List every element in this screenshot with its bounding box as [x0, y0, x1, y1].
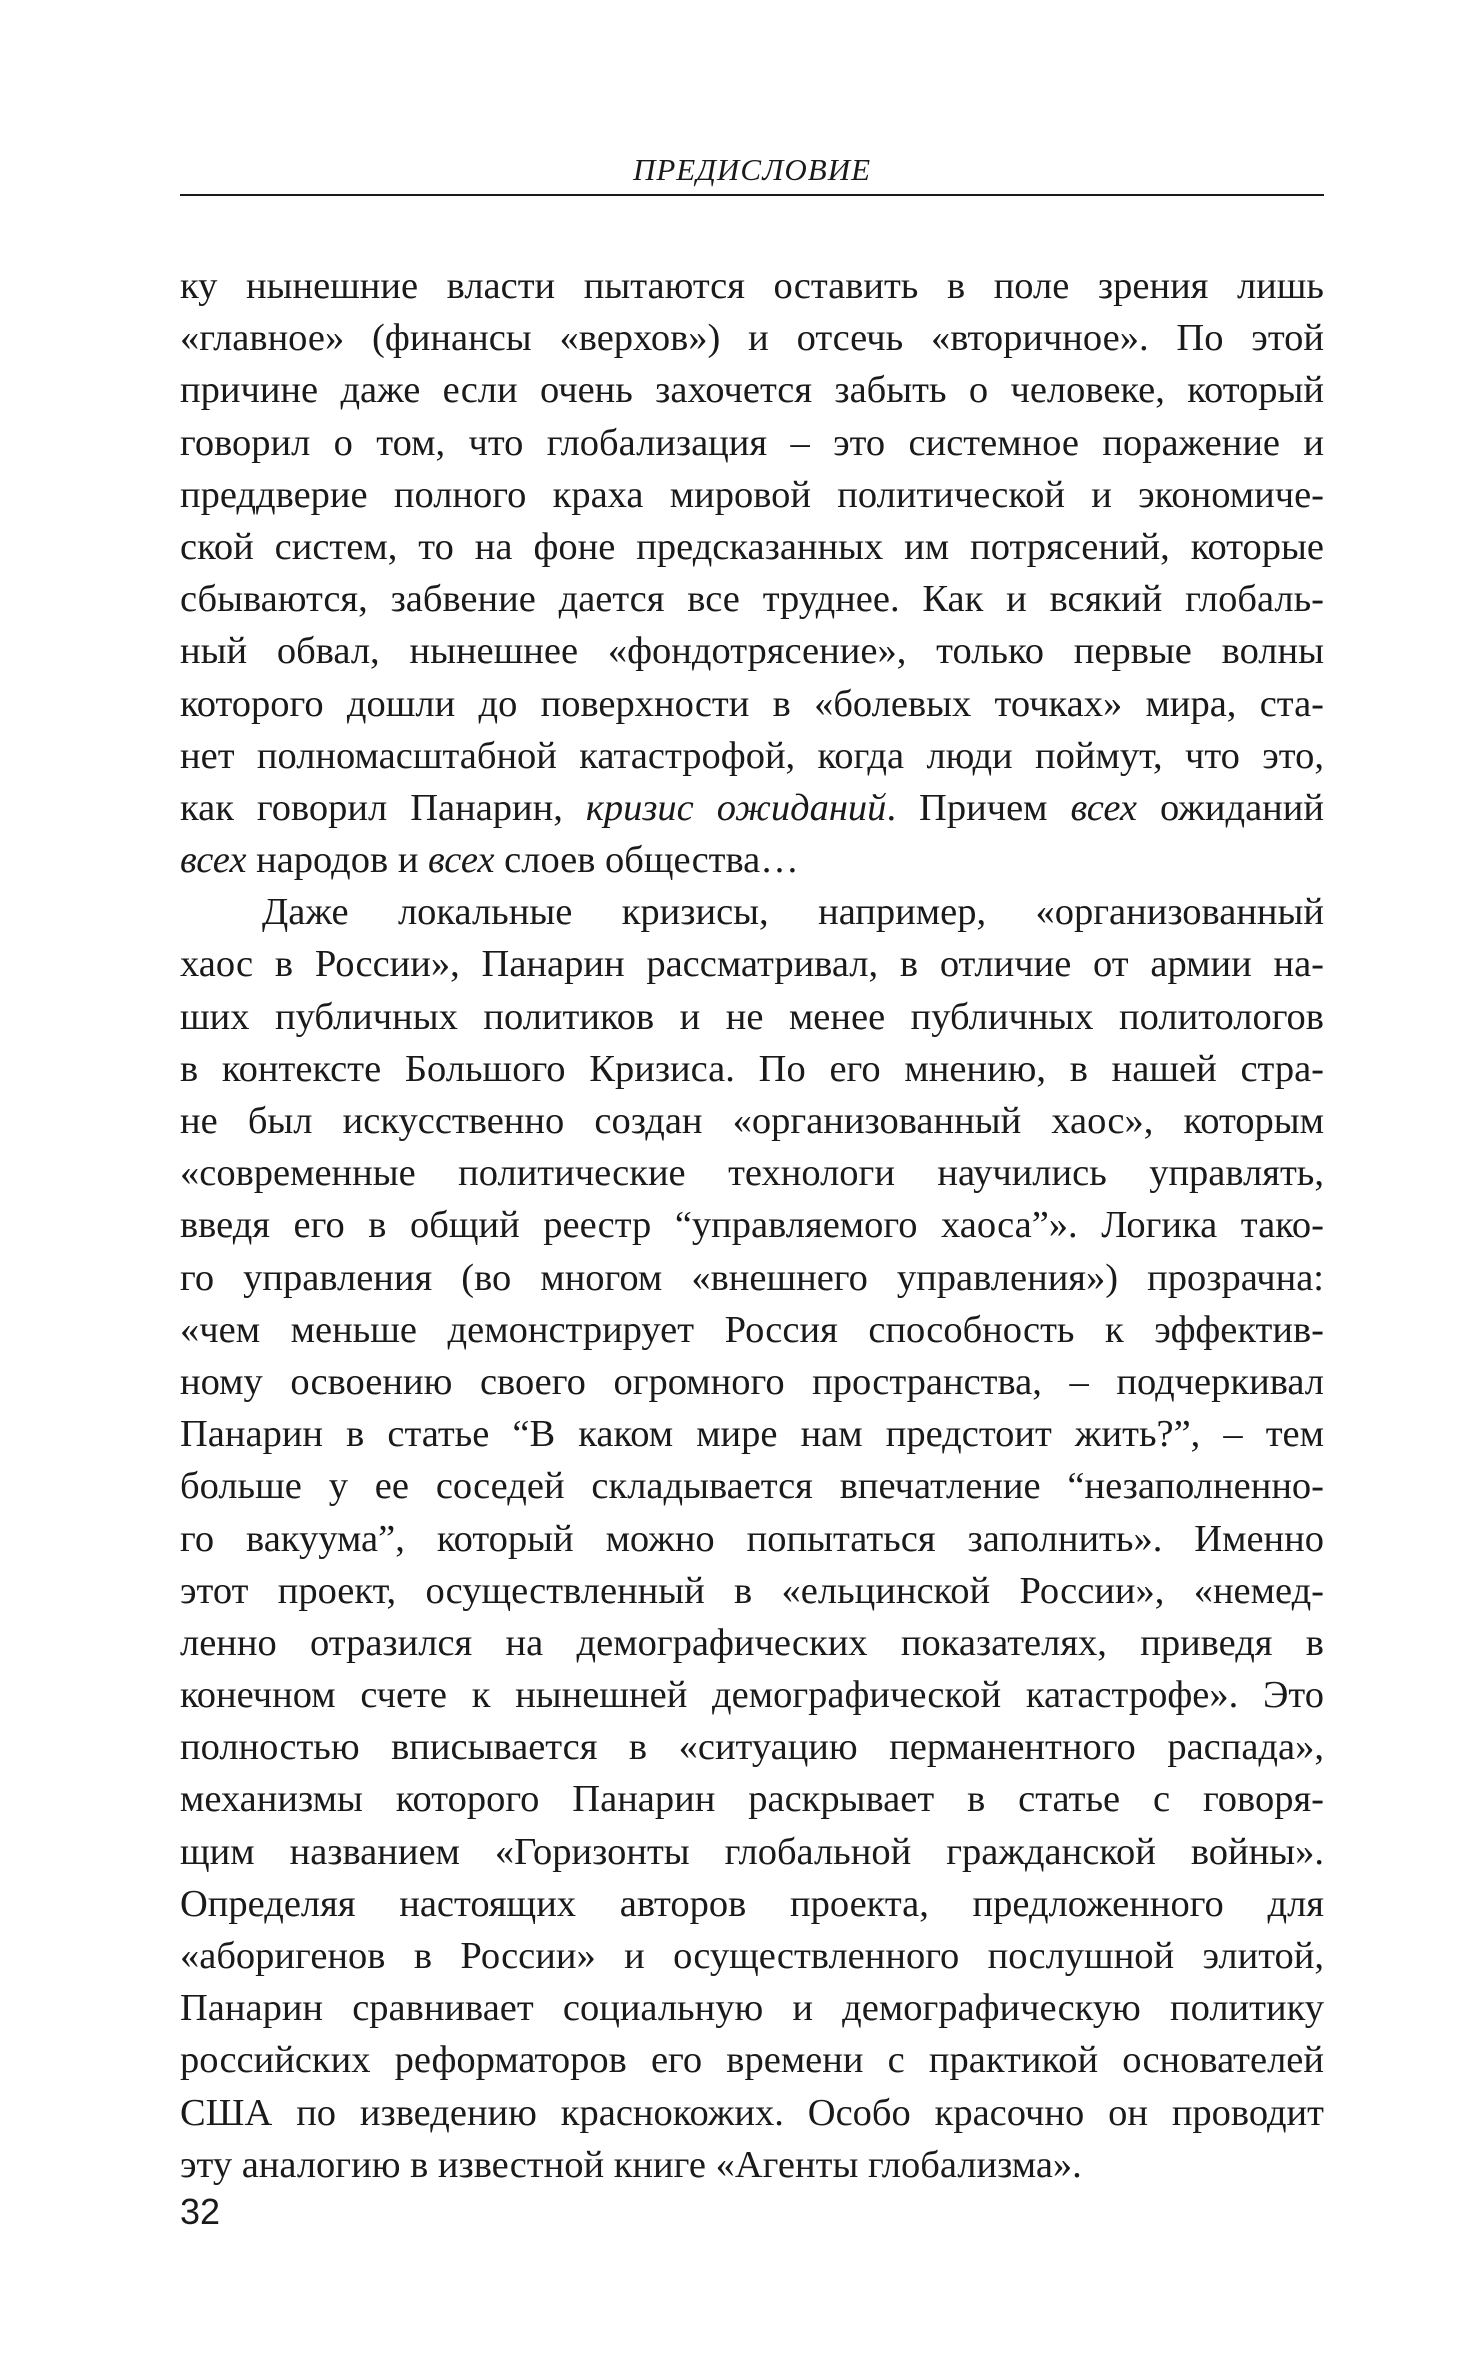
text-line: ской систем, то на фоне предсказанных им потрясений, которые [180, 525, 1324, 568]
emphasis-text: всех [180, 839, 247, 882]
text-line: ный обвал, нынешнее «фондотрясение», только первые волны [180, 630, 1324, 673]
text-line: нет полномасштабной катастрофой, когда люди поймут, что это, [180, 734, 1324, 777]
text-line: полностью вписывается в «ситуацию перманентного распада», [180, 1726, 1324, 1769]
text-line: которого дошли до поверхности в «болевых точках» мира, ста- [180, 682, 1324, 725]
text-line: эту аналогию в известной книге «Агенты глобализма». [180, 2143, 1082, 2186]
text-line: щим названием «Горизонты глобальной гражданской войны». [180, 1830, 1324, 1873]
text-line: го вакуума”, который можно попытаться заполнить». Именно [180, 1517, 1324, 1560]
text-line: Панарин в статье “В каком мире нам предстоит жить?”, – тем [180, 1413, 1324, 1456]
text-line-with-emphasis [180, 782, 1324, 834]
text-line: механизмы которого Панарин раскрывает в статье с говоря- [180, 1778, 1324, 1821]
text-line: преддверие полного краха мировой политической и экономиче- [180, 473, 1324, 516]
text-line: ших публичных политиков и не менее публичных политологов [180, 995, 1324, 1038]
text-segment: народов и [246, 839, 429, 882]
text-line: больше у ее соседей складывается впечатление “незаполненно- [180, 1465, 1324, 1508]
text-line: хаос в России», Панарин рассматривал, в отличие от армии на- [180, 943, 1324, 986]
body-text [180, 260, 1324, 2191]
text-line: причине даже если очень захочется забыть о человеке, который [180, 369, 1324, 412]
text-line: «аборигенов в России» и осуществленного послушной элитой, [180, 1935, 1324, 1977]
text-segment: . Причем [886, 786, 1071, 829]
page-number: 32 [180, 2191, 221, 2232]
text-line: го управления (во многом «внешнего управления») прозрачна: [180, 1256, 1324, 1299]
text-line: не был искусственно создан «организованный хаос», которым [180, 1100, 1324, 1142]
emphasis-text: всех [1070, 786, 1137, 829]
text-line: этот проект, осуществленный в «ельцинской России», «немед- [180, 1569, 1324, 1612]
text-line: США по изведению краснокожих. Особо красочно он проводит [180, 2091, 1324, 2134]
text-line: «главное» (финансы «верхов») и отсечь «вторичное». По этой [180, 317, 1324, 360]
text-line: ному освоению своего огромного пространства, – подчеркивал [180, 1360, 1324, 1403]
text-line: Панарин сравнивает социальную и демографическую политику [180, 1987, 1324, 2030]
text-segment: ожиданий [1137, 786, 1324, 829]
text-line: ленно отразился на демографических показателях, приведя в [180, 1621, 1324, 1664]
text-line: говорил о том, что глобализация – это системное поражение и [180, 421, 1324, 464]
header-rule [180, 194, 1324, 196]
text-line: сбываются, забвение дается все труднее. Как и всякий глобаль- [180, 578, 1324, 621]
text-line: конечном счете к нынешней демографической катастрофе». Это [180, 1674, 1324, 1717]
text-segment: как говорил Панарин, [180, 786, 586, 829]
text-line: Определяя настоящих авторов проекта, предложенного для [180, 1882, 1324, 1925]
text-line: «современные политические технологи научились управлять, [180, 1152, 1324, 1195]
text-line: в контексте Большого Кризиса. По его мнению, в нашей стра- [180, 1047, 1324, 1090]
text-line: введя его в общий реестр “управляемого хаоса”». Логика тако- [180, 1204, 1324, 1247]
text-line: «чем меньше демонстрирует Россия способность к эффектив- [180, 1308, 1324, 1351]
text-line-with-emphasis [180, 834, 1324, 886]
text-segment: слоев общества… [494, 839, 799, 882]
paragraph-first-line: Даже локальные кризисы, например, «организованный [262, 891, 1324, 934]
emphasis-text: всех [428, 839, 495, 882]
running-head: ПРЕДИСЛОВИЕ [632, 152, 872, 187]
text-line: ку нынешние власти пытаются оставить в поле зрения лишь [180, 265, 1324, 307]
emphasis-text: кризис ожиданий [585, 786, 887, 829]
text-line: российских реформаторов его времени с практикой основателей [180, 2039, 1324, 2082]
